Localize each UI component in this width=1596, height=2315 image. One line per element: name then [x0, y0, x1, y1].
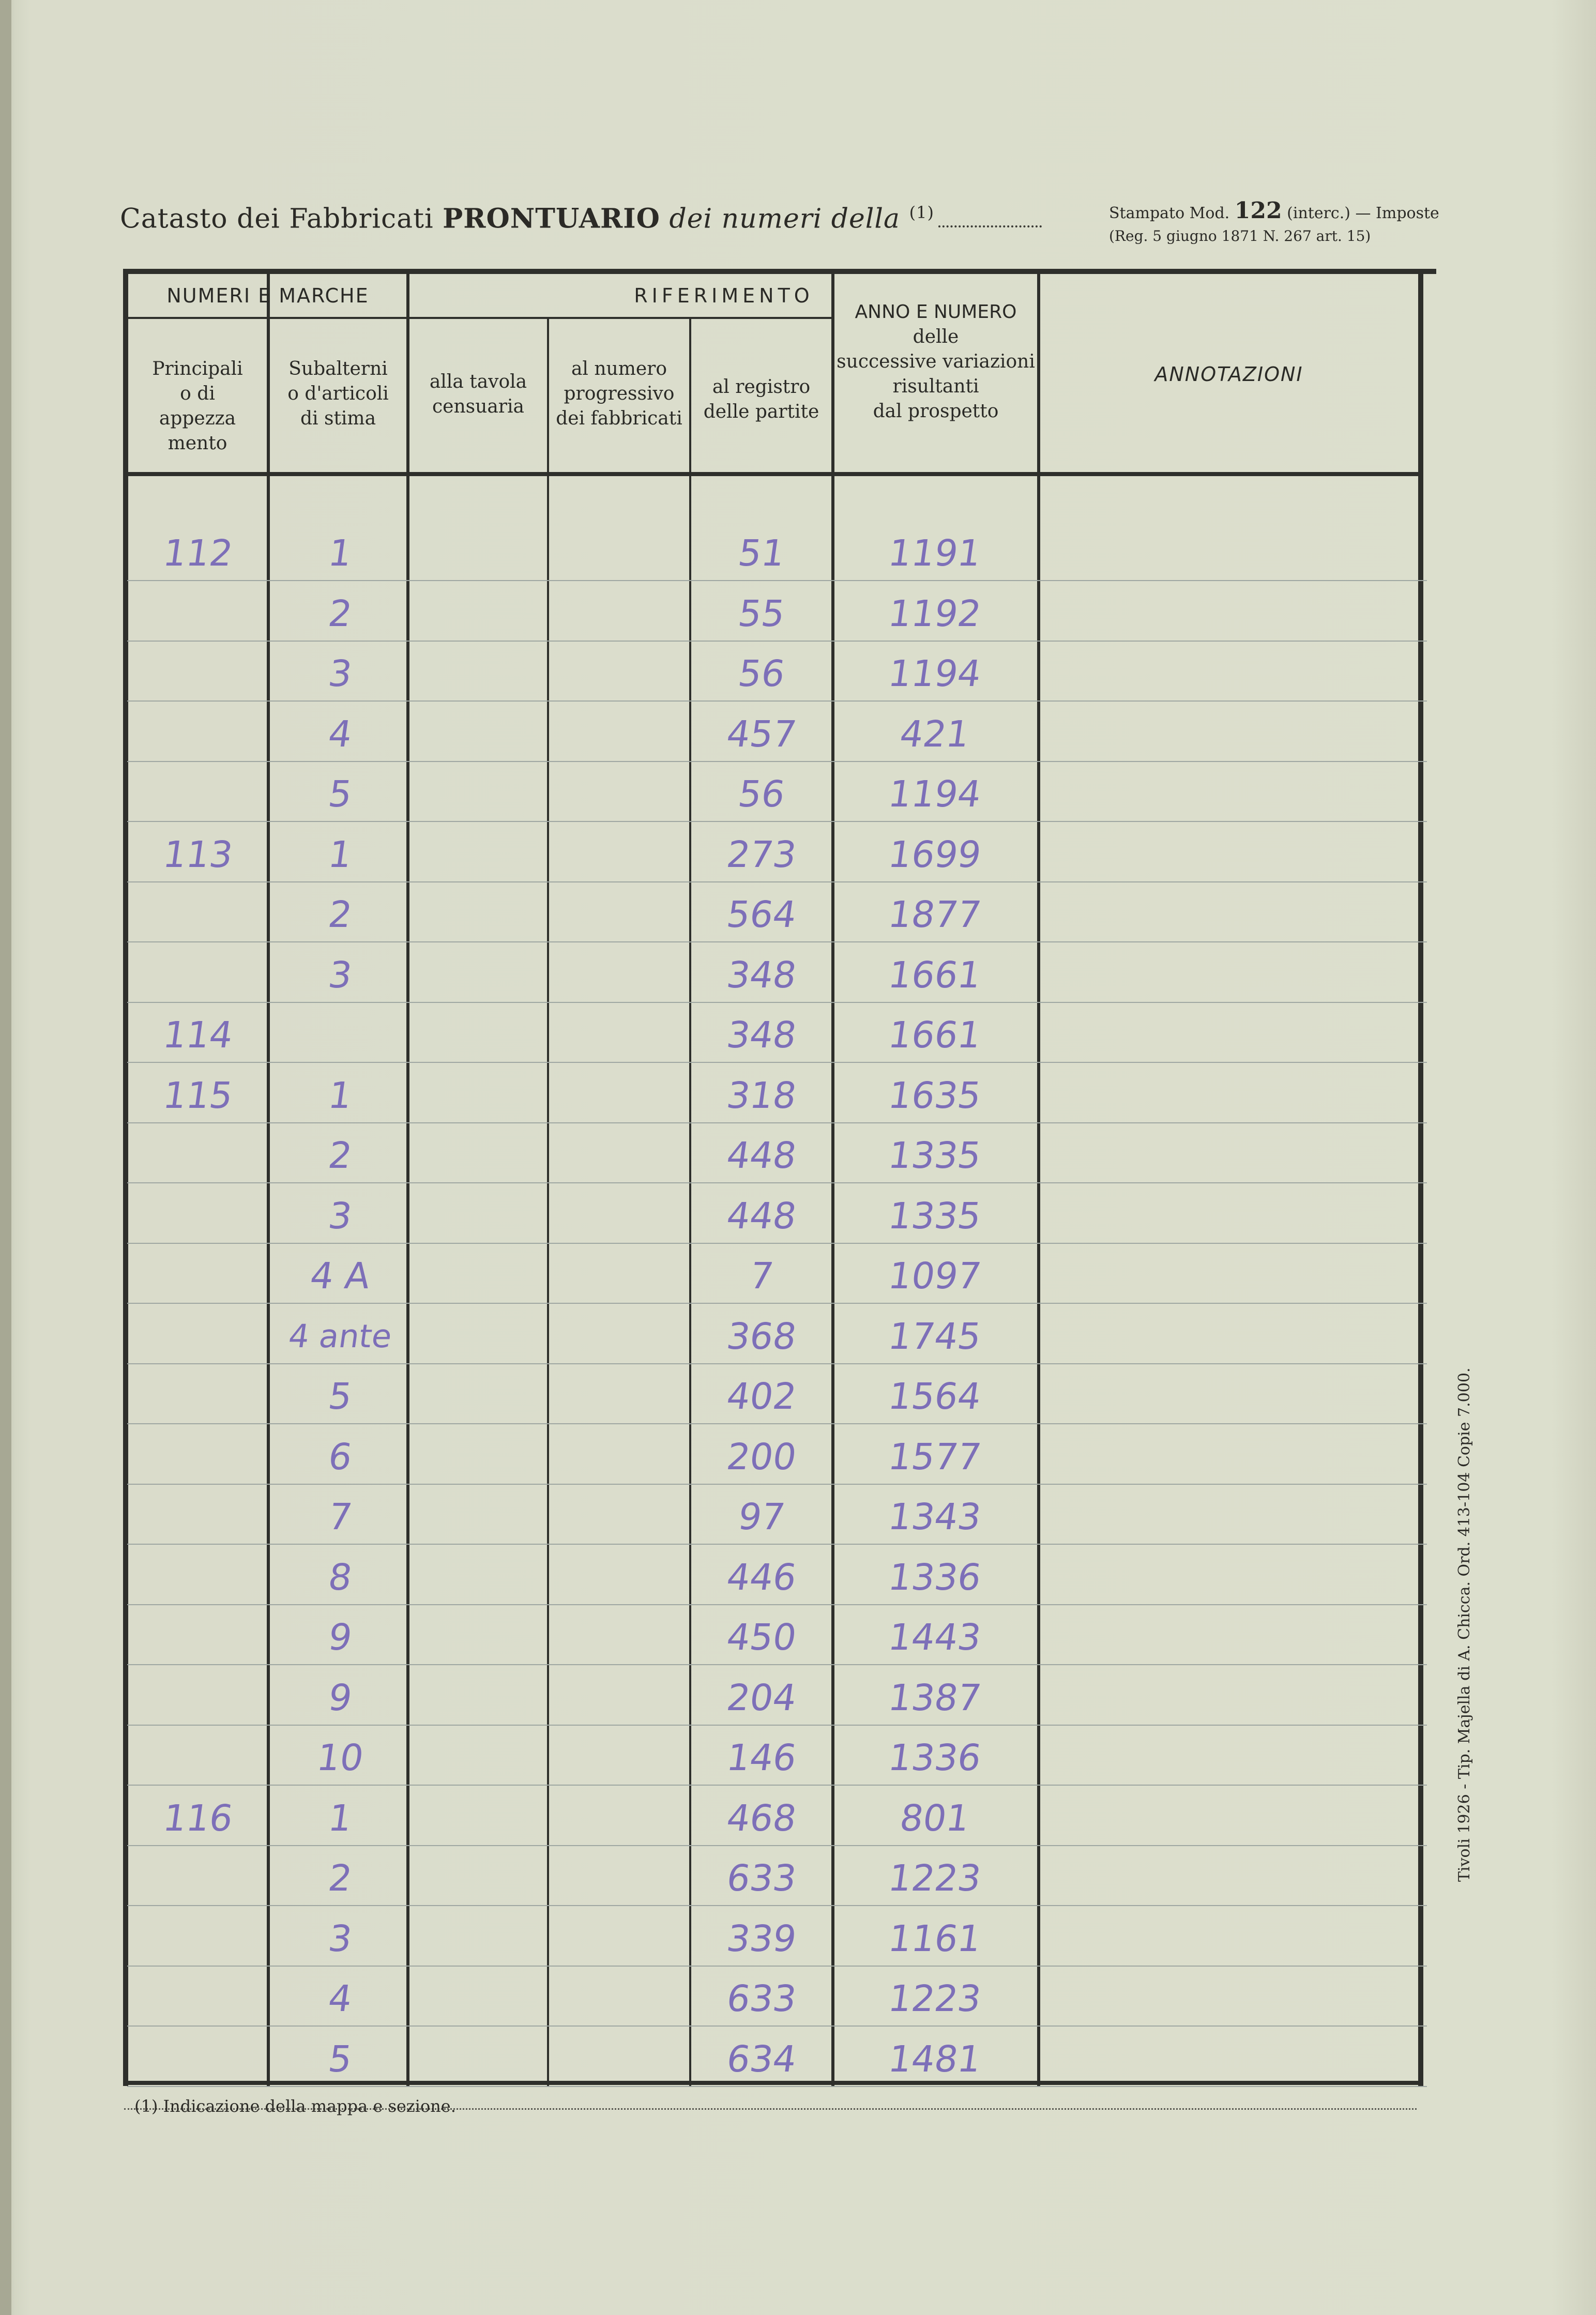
- row-registro: 634: [724, 2037, 799, 2080]
- header-subalterni-line3: di stima: [300, 408, 376, 429]
- title-bold: PRONTUARIO: [443, 203, 660, 235]
- row-line: [127, 821, 1427, 822]
- row-registro: 448: [724, 1194, 799, 1237]
- col-divider-5: [831, 269, 834, 2086]
- header-registro-line2: delle partite: [703, 401, 819, 422]
- header-numero-line3: dei fabbricati: [556, 408, 682, 429]
- form-title: [120, 203, 1042, 234]
- row-subalterno: 1: [325, 1074, 355, 1117]
- header-numero-line1: al numero: [571, 358, 667, 379]
- table-top-border: [123, 269, 1436, 274]
- row-subalterno: 3: [325, 1194, 355, 1237]
- row-subalterno: 4 ante: [286, 1317, 394, 1355]
- col-divider-6: [1037, 269, 1040, 2086]
- row-subalterno: 5: [325, 773, 355, 815]
- row-line: [127, 1243, 1427, 1244]
- row-subalterno: 2: [325, 1134, 355, 1177]
- printer-side-note: Tivoli 1926 - Tip. Majella di A. Chicca. Ord. 413-104 Copie 7.000.: [1455, 1367, 1473, 1882]
- row-line: [127, 1905, 1427, 1906]
- row-line: [127, 1182, 1427, 1183]
- row-variazione: 1564: [886, 1375, 984, 1418]
- row-registro: 7: [747, 1255, 777, 1297]
- row-variazione: 1661: [886, 953, 984, 996]
- header-anno-line2: delle: [913, 326, 959, 347]
- row-registro: 468: [724, 1796, 799, 1839]
- row-line: [127, 1423, 1427, 1424]
- row-registro: 56: [735, 773, 788, 815]
- row-subalterno: 9: [325, 1676, 355, 1719]
- stamp-prefix: Stampato Mod.: [1109, 204, 1230, 222]
- header-tavola-line1: alla tavola: [429, 371, 527, 392]
- row-line: [127, 1845, 1427, 1846]
- header-subalterni: [270, 357, 406, 431]
- row-line: [127, 1725, 1427, 1726]
- row-variazione: 1194: [886, 652, 984, 695]
- row-registro: 446: [724, 1556, 799, 1598]
- row-registro: 348: [724, 1014, 799, 1056]
- row-subalterno: 3: [325, 1917, 355, 1960]
- col-divider-2: [406, 269, 409, 2086]
- row-variazione: 1481: [886, 2037, 984, 2080]
- header-numero-line2: progressivo: [564, 383, 675, 404]
- row-registro: 368: [724, 1315, 799, 1358]
- row-line: [127, 1303, 1427, 1304]
- paper-edge: [0, 0, 11, 2315]
- col-divider-1: [267, 269, 270, 2086]
- title-fill-line: [938, 225, 1042, 227]
- row-subalterno: 10: [314, 1737, 367, 1779]
- row-subalterno: 8: [325, 1556, 355, 1598]
- header-principali: [128, 357, 267, 456]
- row-registro: 318: [724, 1074, 799, 1117]
- row-registro: 633: [724, 1977, 799, 2020]
- header-principali-line2: o di: [180, 383, 215, 404]
- row-subalterno: 3: [325, 953, 355, 996]
- row-line: [127, 2025, 1427, 2027]
- row-subalterno: 5: [325, 2037, 355, 2080]
- row-registro: 97: [735, 1496, 788, 1538]
- stamp-suffix: (interc.) — Imposte: [1287, 204, 1439, 222]
- row-subalterno: 2: [325, 893, 355, 936]
- header-anno-line4: risultanti: [892, 376, 979, 397]
- row-registro: 564: [724, 893, 799, 936]
- row-variazione: 1161: [886, 1917, 984, 1960]
- row-registro: 200: [724, 1435, 799, 1478]
- row-line: [127, 580, 1427, 581]
- row-variazione: 801: [897, 1796, 972, 1839]
- row-subalterno: 7: [325, 1496, 355, 1538]
- row-subalterno: 4: [325, 712, 355, 755]
- row-variazione: 1443: [886, 1616, 984, 1658]
- registry-table: [123, 269, 1436, 2086]
- row-variazione: 421: [897, 712, 972, 755]
- row-registro: 348: [724, 953, 799, 996]
- row-line: [127, 1966, 1427, 1967]
- row-variazione: 1387: [886, 1676, 984, 1719]
- print-stamp: [1109, 197, 1439, 224]
- row-subalterno: 1: [325, 833, 355, 876]
- row-line: [127, 1363, 1427, 1364]
- row-registro: 56: [735, 652, 788, 695]
- row-principale: 113: [160, 833, 236, 876]
- title-italic: dei numeri della: [669, 203, 901, 235]
- row-line: [127, 2086, 1427, 2087]
- row-line: [127, 761, 1427, 762]
- header-tavola-line2: censuaria: [432, 396, 524, 417]
- row-registro: 146: [724, 1737, 799, 1779]
- row-principale: 114: [160, 1014, 236, 1056]
- row-variazione: 1661: [886, 1014, 984, 1056]
- row-variazione: 1699: [886, 833, 984, 876]
- header-subalterni-line1: Subalterni: [288, 358, 388, 379]
- row-variazione: 1577: [886, 1435, 984, 1478]
- row-subalterno: 2: [325, 592, 355, 635]
- row-variazione: 1745: [886, 1315, 984, 1358]
- stamp-number: 122: [1234, 197, 1282, 224]
- row-subalterno: 3: [325, 652, 355, 695]
- row-variazione: 1223: [886, 1857, 984, 1899]
- table-bottom-border: [123, 2081, 1421, 2085]
- right-border: [1418, 269, 1423, 2086]
- row-registro: 457: [724, 712, 799, 755]
- header-anno-numero: [834, 300, 1037, 424]
- header-bottom-border: [123, 472, 1421, 476]
- footnote: (1) Indicazione della mappa e sezione.: [134, 2096, 456, 2116]
- row-subalterno: 6: [325, 1435, 355, 1478]
- row-subalterno: 9: [325, 1616, 355, 1658]
- row-line: [127, 881, 1427, 882]
- header-registro: [691, 375, 831, 424]
- row-subalterno: 2: [325, 1857, 355, 1899]
- row-line: [127, 1664, 1427, 1665]
- row-principale: 115: [160, 1074, 236, 1117]
- row-registro: 339: [724, 1917, 799, 1960]
- group-header-line: [128, 317, 831, 319]
- row-line: [127, 1544, 1427, 1545]
- header-anno-line3: successive variazioni: [837, 351, 1035, 372]
- row-line: [127, 1785, 1427, 1786]
- header-riferimento: RIFERIMENTO: [634, 284, 814, 307]
- header-tavola: [409, 370, 547, 419]
- row-line: [127, 641, 1427, 642]
- row-variazione: 1335: [886, 1194, 984, 1237]
- title-prefix: Catasto dei Fabbricati: [120, 203, 434, 235]
- header-subalterni-line2: o d'articoli: [287, 383, 389, 404]
- row-subalterno: 1: [325, 1796, 355, 1839]
- row-variazione: 1635: [886, 1074, 984, 1117]
- row-line: [127, 941, 1427, 942]
- row-subalterno: 4 A: [307, 1255, 373, 1297]
- col-divider-3: [547, 319, 549, 2086]
- header-registro-line1: al registro: [712, 376, 811, 398]
- stamp-regulation: (Reg. 5 giugno 1871 N. 267 art. 15): [1109, 227, 1371, 245]
- row-variazione: 1343: [886, 1496, 984, 1538]
- row-subalterno: 1: [325, 532, 355, 574]
- row-line: [127, 1062, 1427, 1063]
- title-note: (1): [909, 203, 934, 222]
- row-variazione: 1335: [886, 1134, 984, 1177]
- row-variazione: 1194: [886, 773, 984, 815]
- row-line: [127, 700, 1427, 702]
- col-divider-4: [689, 319, 691, 2086]
- row-variazione: 1223: [886, 1977, 984, 2020]
- row-subalterno: 4: [325, 1977, 355, 2020]
- row-registro: 633: [724, 1857, 799, 1899]
- row-registro: 402: [724, 1375, 799, 1418]
- row-principale: 112: [160, 532, 236, 574]
- row-variazione: 1192: [886, 592, 984, 635]
- row-variazione: 1336: [886, 1737, 984, 1779]
- row-registro: 273: [724, 833, 799, 876]
- header-principali-line3: appezza mento: [159, 408, 236, 454]
- row-variazione: 1877: [886, 893, 984, 936]
- header-annotazioni: ANNOTAZIONI: [1154, 363, 1303, 386]
- header-principali-line1: Principali: [152, 358, 243, 379]
- row-line: [127, 1002, 1427, 1003]
- row-registro: 204: [724, 1676, 799, 1719]
- left-border: [123, 269, 128, 2086]
- row-variazione: 1097: [886, 1255, 984, 1297]
- row-line: [127, 1604, 1427, 1605]
- row-variazione: 1191: [886, 532, 984, 574]
- row-registro: 448: [724, 1134, 799, 1177]
- row-line: [127, 1122, 1427, 1123]
- row-subalterno: 5: [325, 1375, 355, 1418]
- header-anno-line1: ANNO E NUMERO: [855, 301, 1017, 323]
- row-registro: 450: [724, 1616, 799, 1658]
- row-principale: 116: [160, 1796, 236, 1839]
- header-anno-line5: dal prospetto: [873, 401, 999, 422]
- row-line: [127, 1484, 1427, 1485]
- row-registro: 51: [735, 532, 788, 574]
- row-registro: 55: [735, 592, 788, 635]
- header-numero-progressivo: [549, 357, 689, 431]
- header-numeri-marche: NUMERI E MARCHE: [166, 284, 369, 307]
- row-variazione: 1336: [886, 1556, 984, 1598]
